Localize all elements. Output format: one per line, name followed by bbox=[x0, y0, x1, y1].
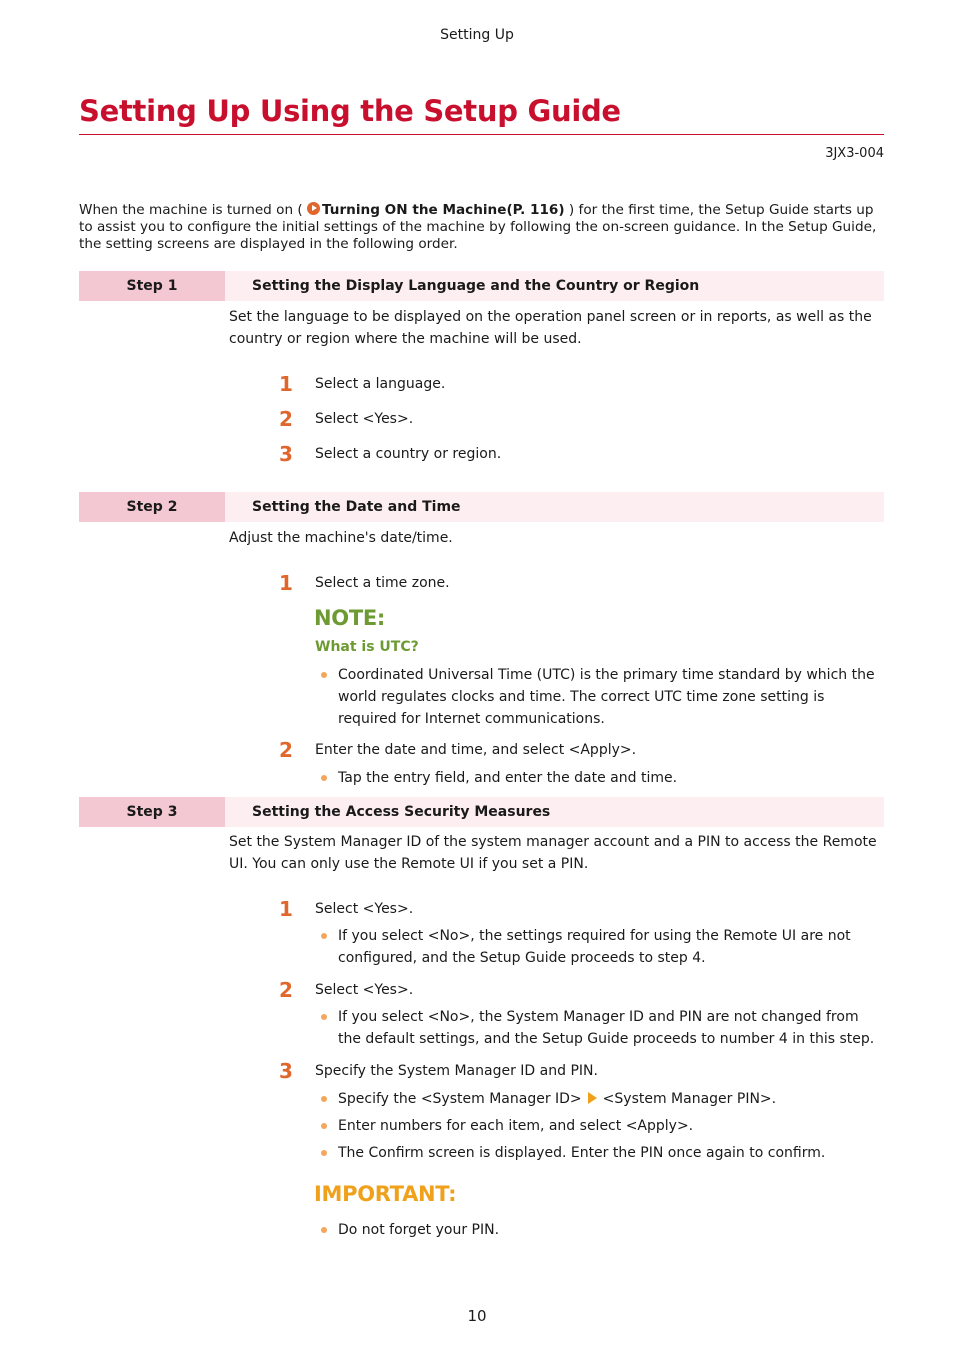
bullet-dot-icon bbox=[321, 1096, 327, 1102]
intro-text-before: When the machine is turned on ( bbox=[79, 202, 308, 218]
step-3-item-1-number: 1 bbox=[279, 897, 293, 921]
step-1-item-2-number: 2 bbox=[279, 407, 293, 431]
bullet-dot-icon bbox=[321, 1227, 327, 1233]
step-3-item-3-number: 3 bbox=[279, 1059, 293, 1083]
path-part-2: <System Manager PIN>. bbox=[602, 1091, 777, 1107]
important-bullet bbox=[321, 1219, 881, 1241]
step-2-bar bbox=[79, 492, 884, 522]
step-3-item-1-bullet bbox=[321, 925, 881, 969]
path-part-1: Specify the <System Manager ID> bbox=[338, 1091, 582, 1107]
step-3-item-2-bullet bbox=[321, 1006, 881, 1050]
step-1-label: Step 1 bbox=[79, 271, 225, 301]
title-underline bbox=[79, 134, 884, 135]
step-1-item-3-number: 3 bbox=[279, 442, 293, 466]
arrow-right-icon bbox=[588, 1092, 597, 1104]
step-3-item-3-bullet-2 bbox=[321, 1115, 881, 1137]
step-3-item-2-bullet-text: If you select <No>, the System Manager ID and PIN are not changed from the default settings, and the Setup Guide proceeds to number 4 in this step. bbox=[338, 1009, 875, 1047]
step-2-title: Setting the Date and Time bbox=[252, 499, 461, 515]
step-2-label: Step 2 bbox=[79, 492, 225, 522]
step-3-description: Set the System Manager ID of the system manager account and a PIN to access the Remote UI. You can only use the Remote UI if you set a PIN. bbox=[229, 834, 877, 872]
step-1-description: Set the language to be displayed on the operation panel screen or in reports, as well as the country or region where the machine will be used. bbox=[229, 309, 872, 347]
bullet-dot-icon bbox=[321, 1014, 327, 1020]
step-3-item-3-text: Specify the System Manager ID and PIN. bbox=[315, 1063, 598, 1079]
step-3-bar bbox=[79, 797, 884, 827]
page-title: Setting Up Using the Setup Guide bbox=[79, 94, 621, 128]
step-3-item-2-number: 2 bbox=[279, 978, 293, 1002]
document-id: 3JX3-004 bbox=[825, 146, 884, 161]
page-number: 10 bbox=[467, 1307, 487, 1325]
step-2-item-2-bullet bbox=[321, 767, 881, 789]
bullet-dot-icon bbox=[321, 775, 327, 781]
step-3-item-3-bullet-2-text: Enter numbers for each item, and select <Apply>. bbox=[338, 1118, 694, 1134]
step-3-label: Step 3 bbox=[79, 797, 225, 827]
note-heading: NOTE: bbox=[314, 606, 385, 630]
bullet-dot-icon bbox=[321, 672, 327, 678]
step-1-bar bbox=[79, 271, 884, 301]
intro-paragraph bbox=[79, 202, 884, 253]
step-1-item-1-number: 1 bbox=[279, 372, 293, 396]
step-2-item-2-number: 2 bbox=[279, 738, 293, 762]
step-2-item-2-text: Enter the date and time, and select <Apply>. bbox=[315, 742, 637, 758]
step-1-item-1-text: Select a language. bbox=[315, 376, 446, 392]
step-2-item-1-text: Select a time zone. bbox=[315, 575, 450, 591]
step-1-title: Setting the Display Language and the Country or Region bbox=[252, 278, 700, 294]
step-1-item-2-text: Select <Yes>. bbox=[315, 411, 414, 427]
important-bullet-text: Do not forget your PIN. bbox=[338, 1222, 500, 1238]
running-header: Setting Up bbox=[440, 27, 514, 43]
note-subheading: What is UTC? bbox=[315, 639, 419, 655]
bullet-dot-icon bbox=[321, 1123, 327, 1129]
intro-text-after: ) for the first time, the Setup Guide starts up to assist you to configure the initial settings of the machine by following the on-screen guidance. In the Setup Guide, the setting screens are displayed in the following order. bbox=[79, 202, 877, 252]
bullet-dot-icon bbox=[321, 1150, 327, 1156]
step-3-item-1-text: Select <Yes>. bbox=[315, 901, 414, 917]
note-bullet-text: Coordinated Universal Time (UTC) is the primary time standard by which the world regulates clocks and time. The correct UTC time zone setting is required for Internet communications. bbox=[338, 667, 875, 727]
note-bullet bbox=[321, 664, 881, 730]
turning-on-link-text: Turning ON the Machine(P. 116) bbox=[322, 202, 565, 218]
bullet-dot-icon bbox=[321, 933, 327, 939]
step-3-item-3-bullet-path bbox=[321, 1088, 881, 1110]
step-1-item-3-text: Select a country or region. bbox=[315, 446, 502, 462]
step-3-item-2-text: Select <Yes>. bbox=[315, 982, 414, 998]
step-2-item-1-number: 1 bbox=[279, 571, 293, 595]
important-heading: IMPORTANT: bbox=[314, 1182, 457, 1206]
step-3-title: Setting the Access Security Measures bbox=[252, 804, 551, 820]
step-3-item-1-bullet-text: If you select <No>, the settings required for using the Remote UI are not configured, and the Setup Guide proceeds to step 4. bbox=[338, 928, 851, 966]
step-2-item-2-bullet-text: Tap the entry field, and enter the date and time. bbox=[338, 770, 678, 786]
arrow-circle-icon bbox=[307, 202, 320, 215]
step-3-item-3-bullet-3-text: The Confirm screen is displayed. Enter the PIN once again to confirm. bbox=[338, 1145, 826, 1161]
turning-on-link[interactable] bbox=[307, 202, 565, 218]
step-3-item-3-bullet-3 bbox=[321, 1142, 881, 1164]
step-2-description: Adjust the machine's date/time. bbox=[229, 530, 453, 546]
